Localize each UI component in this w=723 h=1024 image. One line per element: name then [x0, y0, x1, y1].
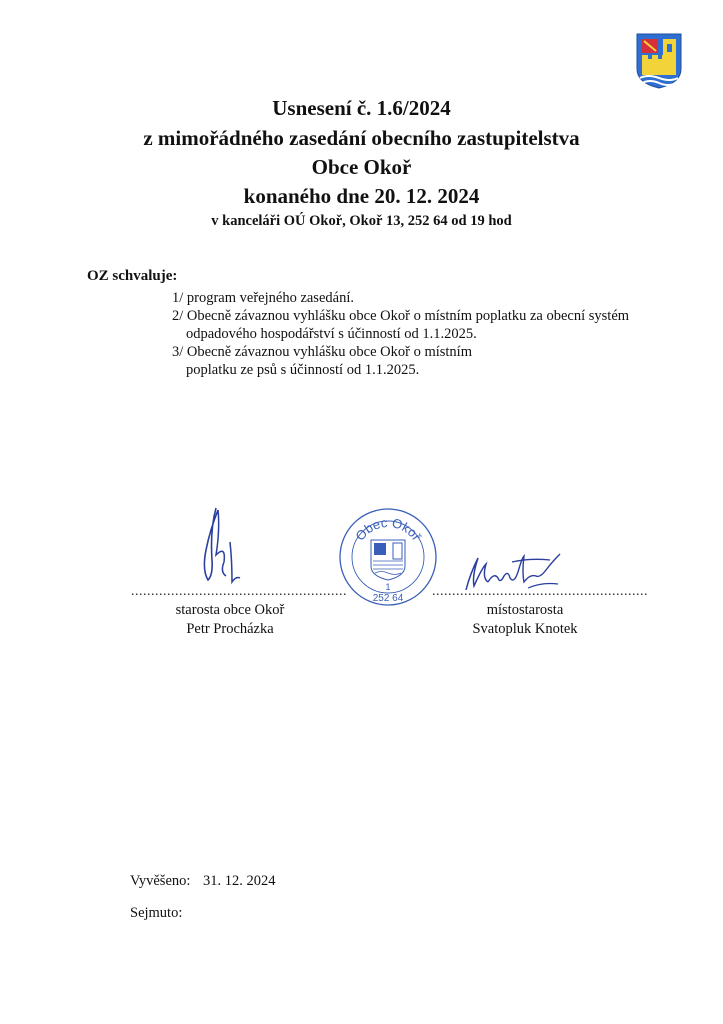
mayor-signature-line: ...................................................... — [131, 584, 347, 599]
meeting-location-subtitle: v kanceláři OÚ Okoř, Okoř 13, 252 64 od 19 hod — [211, 213, 512, 229]
stamp-number: 1 — [385, 582, 391, 592]
posted-date: 31. 12. 2024 — [203, 873, 276, 889]
deputy-role-label: místostarosta — [486, 602, 564, 618]
mayor-signature — [196, 500, 256, 590]
deputy-signature-line: ...................................................... — [432, 584, 648, 599]
removed-label: Sejmuto: — [130, 905, 183, 921]
mayor-name-label: Petr Procházka — [186, 621, 274, 637]
municipality-title: Obce Okoř — [311, 155, 412, 179]
resolution-item-2: 2/ Obecně závaznou vyhlášku obce Okoř o místním poplatku za obecní systém — [172, 308, 630, 324]
mayor-role-label: starosta obce Okoř — [175, 602, 285, 618]
resolution-item-1: 1/ program veřejného zasedání. — [172, 290, 354, 306]
posted-label: Vyvěšeno: — [130, 873, 191, 889]
stamp-text-top: Obec Okoř — [352, 514, 425, 544]
coat-of-arms-emblem — [636, 33, 682, 89]
resolution-item-3-continued: poplatku ze psů s účinností od 1.1.2025. — [186, 362, 420, 378]
meeting-date-title: konaného dne 20. 12. 2024 — [243, 184, 480, 208]
resolution-number-title: Usnesení č. 1.6/2024 — [272, 96, 451, 120]
official-stamp — [337, 506, 439, 608]
stamp-postcode: 252 64 — [372, 593, 404, 604]
resolution-heading: OZ schvaluje: — [87, 268, 178, 284]
resolution-item-3: 3/ Obecně závaznou vyhlášku obce Okoř o místním — [172, 344, 472, 360]
resolution-item-2-continued: odpadového hospodářství s účinností od 1.1.2025. — [186, 326, 477, 342]
deputy-name-label: Svatopluk Knotek — [472, 621, 578, 637]
meeting-type-title: z mimořádného zasedání obecního zastupitelstva — [143, 126, 580, 150]
